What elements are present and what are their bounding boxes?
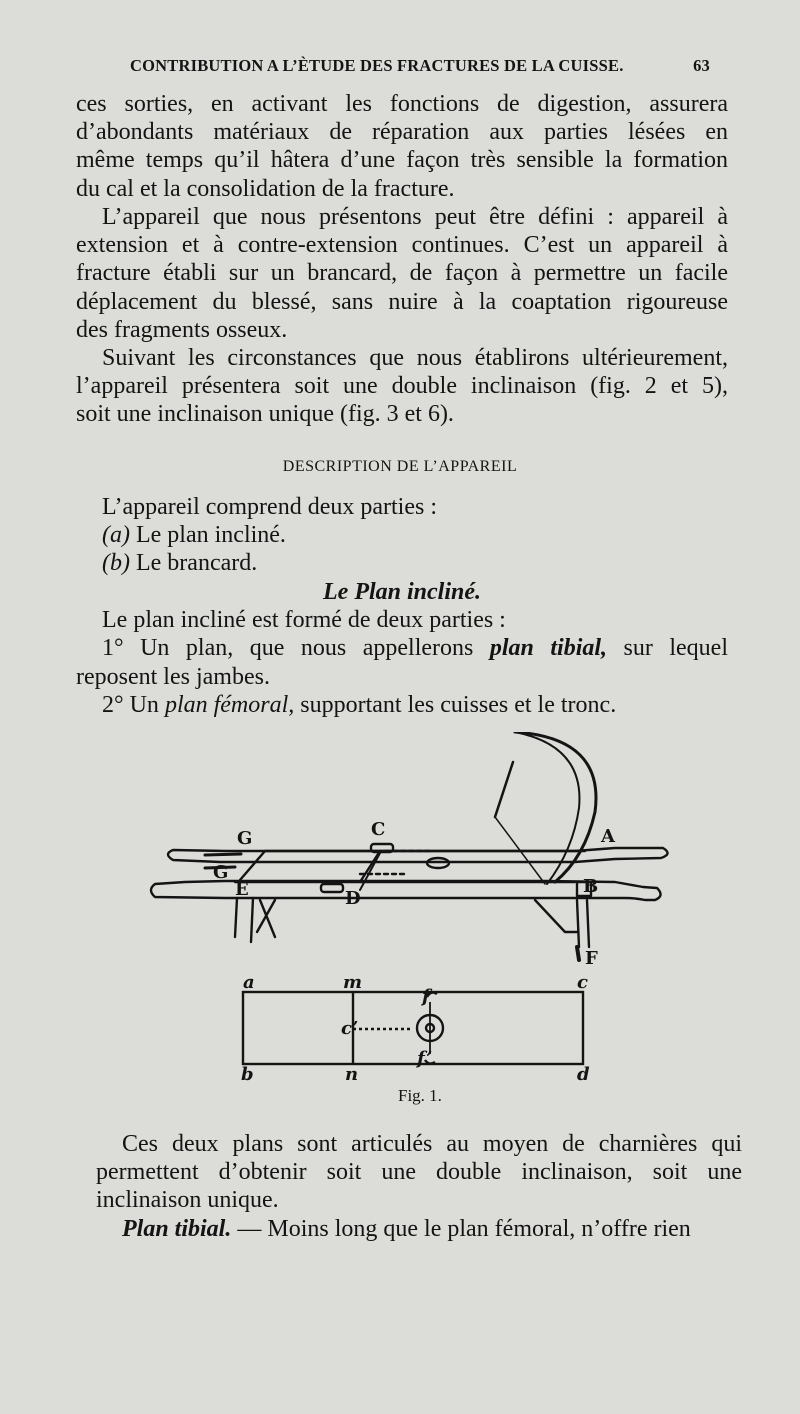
label-g2: G xyxy=(213,862,229,883)
paragraph-1 xyxy=(76,90,728,203)
term-plan-femoral: plan fémoral, xyxy=(164,691,295,718)
label-f-prime: f’ xyxy=(417,1048,433,1069)
text-line: du cal et la consolidation de la fracture. xyxy=(76,175,455,202)
hinge-line xyxy=(360,851,380,882)
text-line: l’appareil présentera soit une double inclinaison (fig. 2 et 5), xyxy=(76,373,728,400)
label-b: B xyxy=(583,876,599,897)
parts-list xyxy=(76,493,728,578)
leg-front xyxy=(235,898,237,937)
text-line: ces sorties, en activant les fonctions de digestion, assurera xyxy=(76,91,728,117)
list-marker: (a) xyxy=(102,522,130,549)
paragraph-3 xyxy=(76,344,728,429)
subheading-text: Le Plan incliné. xyxy=(323,579,481,605)
list-text: Le plan incliné. xyxy=(129,522,286,549)
text-line: reposent les jambes. xyxy=(76,663,270,690)
text-line: des fragments osseux. xyxy=(76,316,288,343)
label-e: E xyxy=(235,879,249,900)
text-line: L’appareil que nous présentons peut être défini : appareil à xyxy=(102,204,728,230)
figure-caption: Fig. 1. xyxy=(398,1086,442,1105)
leg-back xyxy=(577,900,589,947)
running-title: CONTRIBUTION A L’ÈTUDE DES FRACTURES DE LA CUISSE. xyxy=(130,56,624,75)
text-line: fracture établi sur un brancard, de façon à permettre un facile xyxy=(76,260,728,287)
text-line: soit une inclinaison unique (fig. 3 et 6). xyxy=(76,401,454,428)
text-line: inclinaison unique. xyxy=(96,1187,279,1214)
text-line: Le plan incliné est formé de deux parties : xyxy=(102,607,506,634)
label-a: A xyxy=(601,826,615,847)
text-line: permettent d’obtenir soit une double inclinaison, soit une xyxy=(96,1159,742,1186)
list-text: sur lequel xyxy=(607,635,728,662)
text-line: déplacement du blessé, sans nuire à la coaptation rigoureuse xyxy=(76,288,728,315)
text-line: L’appareil comprend deux parties : xyxy=(102,494,437,520)
label-d: D xyxy=(345,888,361,909)
figure-1-illustration xyxy=(145,732,675,1092)
label-a-small: a xyxy=(243,972,255,993)
list-text: supportant les cuisses et le tronc. xyxy=(294,691,617,718)
section-title: DESCRIPTION DE L’APPAREIL xyxy=(282,458,518,475)
label-d-small: d xyxy=(577,1064,590,1085)
term-plan-tibial: plan tibial, xyxy=(489,635,608,662)
text-line: même temps qu’il hâtera d’une façon très sensible la formation xyxy=(76,147,728,174)
text-line: extension et à contre-extension continues. C’est un appareil à xyxy=(76,232,728,259)
closing-paragraph xyxy=(96,1130,742,1243)
text-line: d’abondants matériaux de réparation aux parties lésées en xyxy=(76,119,728,146)
list-text: Le brancard. xyxy=(129,550,258,577)
plan-section xyxy=(76,578,728,719)
list-text: 1° Un plan, que nous appellerons xyxy=(102,635,490,662)
list-item xyxy=(76,549,728,577)
list-marker: (b) xyxy=(102,550,130,577)
extension-rod xyxy=(495,762,513,817)
list-text: 2° Un xyxy=(102,691,165,718)
paragraph-2 xyxy=(76,203,728,344)
list-item xyxy=(76,691,728,719)
term-plan-tibial-heading: Plan tibial. xyxy=(122,1215,232,1242)
text-line: Suivant les circonstances que nous établirons ultérieurement, xyxy=(102,345,728,371)
list-item xyxy=(76,634,728,662)
label-f: F xyxy=(585,948,598,969)
label-c-small: c xyxy=(577,972,588,993)
label-b-small: b xyxy=(241,1064,254,1085)
label-c-prime: c’ xyxy=(341,1018,359,1039)
running-header xyxy=(130,56,710,76)
page-number: 63 xyxy=(693,56,710,75)
text-line: Ces deux plans sont articulés au moyen de charnières qui xyxy=(122,1131,742,1157)
label-g1: G xyxy=(237,828,253,849)
plan-rectangle xyxy=(243,992,583,1064)
subheading xyxy=(76,578,728,606)
label-c: C xyxy=(371,819,386,840)
label-n: n xyxy=(345,1064,359,1085)
label-f-small: f xyxy=(422,986,430,1007)
clamp-d xyxy=(321,884,343,892)
text-line xyxy=(96,1215,742,1243)
text-span: — Moins long que le plan fémoral, n’offre rien xyxy=(231,1215,691,1242)
list-item xyxy=(76,521,728,549)
label-m: m xyxy=(343,972,363,993)
tibial-plane-edge xyxy=(240,851,585,880)
